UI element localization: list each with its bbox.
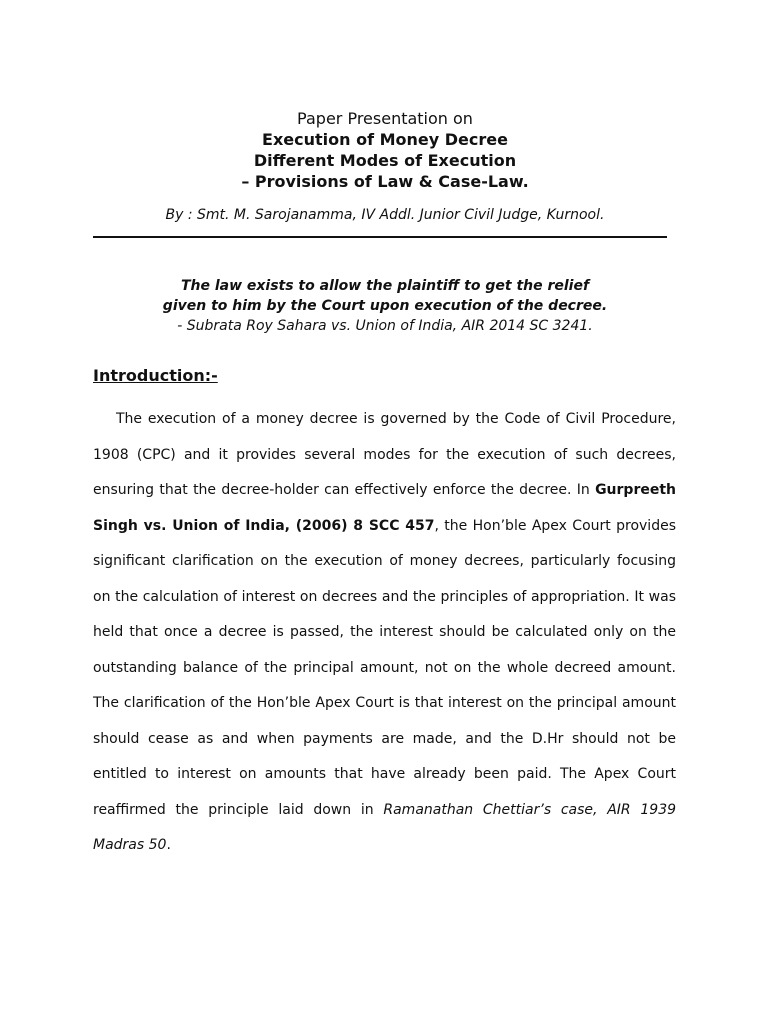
- title-line-1: Paper Presentation on: [297, 109, 473, 128]
- intro-text-after-case: , the Hon’ble Apex Court provides significant clarification on the execution of money decrees, particularly focusing on the calculation of interest on decrees and the principles of appropriation. It was held that once a decree is passed, the interest should be calculated only on the outstanding balance of the principal amount, not on the whole decreed amount. The clarification of the Hon’ble Apex Court is that interest on the principal amount should cease as and when payments are made, and the D.Hr should not be entitled to interest on amounts that have already been paid. The Apex Court reaffirmed the principle laid down in: [93, 517, 676, 818]
- intro-text-before-case: The execution of a money decree is governed by the Code of Civil Procedure, 1908 (CPC) and it provides several modes for the execution of such decrees, ensuring that the decree-holder can effectively enforce the decree. In: [93, 411, 676, 498]
- title-line-2: Execution of Money Decree: [262, 130, 508, 149]
- introduction-paragraph: [93, 402, 676, 864]
- case-citation-italic: Ramanathan Chettiar’s case, AIR 1939 Madras 50: [93, 801, 677, 853]
- author-byline: By : Smt. M. Sarojanamma, IV Addl. Junior Civil Judge, Kurnool.: [165, 207, 605, 223]
- case-citation-bold: Gurpreeth Singh vs. Union of India, (2006) 8 SCC 457: [93, 482, 676, 534]
- horizontal-rule: [93, 236, 667, 238]
- quote-line-1: The law exists to allow the plaintiff to get the relief: [180, 278, 590, 294]
- intro-text-end: .: [166, 837, 171, 853]
- epigraph-quote: [0, 276, 770, 336]
- title-block: [0, 108, 770, 192]
- introduction-body: [93, 402, 676, 864]
- section-heading-introduction: Introduction:-: [93, 366, 218, 385]
- quote-line-2: given to him by the Court upon execution of the decree.: [162, 298, 608, 314]
- title-line-4: – Provisions of Law & Case-Law.: [241, 172, 529, 191]
- title-line-3: Different Modes of Execution: [253, 151, 517, 170]
- quote-citation: - Subrata Roy Sahara vs. Union of India, AIR 2014 SC 3241.: [177, 318, 593, 334]
